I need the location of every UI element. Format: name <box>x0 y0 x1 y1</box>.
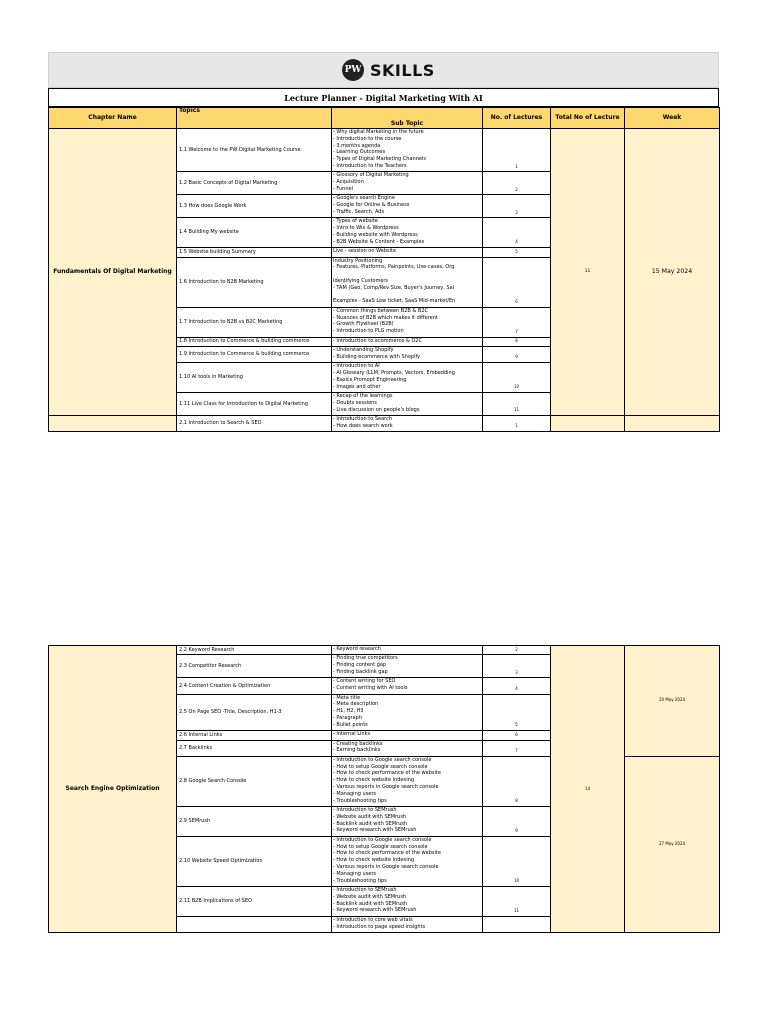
subtopic-line: - AI Glossary (LLM, Prompts, Vectors, Embedding <box>333 369 455 376</box>
subtopic-line: - Content writing for SEO <box>333 678 396 685</box>
subtopic-line: - How to check website indexing <box>333 857 415 864</box>
header-row <box>49 108 720 129</box>
lecture-number: 11 <box>483 392 551 415</box>
subtopic-line: - Why digital Marketing in the future <box>333 129 424 135</box>
week-date: 27 May 2024 <box>625 756 720 932</box>
header-total: Total No of Lecture <box>551 108 625 129</box>
subtopic-line: - Troubleshooting tips <box>333 797 387 804</box>
table-row <box>49 129 720 172</box>
topic-cell: 2.2 Keyword Research <box>177 646 332 655</box>
subtopic-line: Industry Positioning <box>333 257 383 264</box>
subtopic-line: - Content writing with AI tools <box>333 685 408 692</box>
subtopic-line: - Types of Digital Marketing Channels <box>333 156 426 163</box>
planner-table-continued <box>48 645 720 933</box>
lecture-number: 2 <box>483 646 551 655</box>
header-topics: Topics <box>177 108 332 129</box>
subtopic-line: - Meta description <box>333 701 379 708</box>
subtopic-cell <box>332 646 483 655</box>
subtopic-cell <box>332 346 483 362</box>
logo <box>342 59 435 81</box>
lecture-number: 5 <box>483 694 551 731</box>
subtopic-line: - How to setup Google search console <box>333 843 428 850</box>
subtopic-line: - Keyword research with SEMrush <box>333 907 417 914</box>
subtopic-line: - Introduction to SEMrush <box>333 806 397 813</box>
lecture-number: 3 <box>483 195 551 218</box>
topic-cell: 1.3 How does Google Work <box>177 195 332 218</box>
subtopic-line: - Building ecommerce with Shopify <box>333 353 421 360</box>
lecture-number: 4 <box>483 678 551 694</box>
lecture-number: 4 <box>483 218 551 248</box>
lecture-number: 6 <box>483 257 551 307</box>
week-cell <box>625 415 720 431</box>
subtopic-cell <box>332 248 483 257</box>
subtopic-line: - Introduction to the Teachers <box>333 162 407 169</box>
sheet-section-1 <box>48 107 719 432</box>
subtopic-cell <box>332 337 483 346</box>
topic-cell: 2.1 Introduction to Search & SEO <box>177 415 332 431</box>
subtopic-line: - Internal Links <box>333 731 371 738</box>
sheet-section-2 <box>48 645 719 933</box>
topic-cell: 1.6 Introduction to B2B Marketing <box>177 257 332 307</box>
lecture-number: 6 <box>483 731 551 740</box>
subtopic-cell <box>332 307 483 337</box>
subtopic-line: - How to check website indexing <box>333 777 415 784</box>
subtopic-line: - Introduction to AI <box>333 363 380 370</box>
header-week: Week <box>625 108 720 129</box>
subtopic-line: - Learning Outcomes <box>333 149 386 156</box>
subtopic-line: Identifying Customers <box>333 277 389 284</box>
total-lectures: 11 <box>551 129 625 416</box>
topic-cell: 1.11 Live Class for Introduction to Digital Marketing <box>177 392 332 415</box>
subtopic-line: - Keyword research with SEMrush <box>333 827 417 834</box>
lecture-number: 9 <box>483 346 551 362</box>
subtopic-line: - Features, Platforms, Painpoints, Use-cases, Org <box>333 264 455 271</box>
total-cell <box>551 415 625 431</box>
week-date: 20 May 2024 <box>625 646 720 757</box>
chapter-name: Search Engine Optimization <box>49 646 177 933</box>
subtopic-line: - Introduction to ecommerce & D2C <box>333 337 422 344</box>
subtopic-line: - Understanding Shopify <box>333 346 394 353</box>
week-date: 15 May 2024 <box>625 129 720 416</box>
subtopic-line: - Introduction to Google search console <box>333 756 432 763</box>
subtopic-cell <box>332 415 483 431</box>
subtopic-line: - Paragraph <box>333 714 363 721</box>
header-chapter: Chapter Name <box>49 108 177 129</box>
subtopic-line: - Types of website <box>333 218 378 225</box>
subtopic-line: - Basics Promopt Engineering <box>333 376 407 383</box>
lecture-number: 7 <box>483 307 551 337</box>
lecture-number: 7 <box>483 740 551 756</box>
subtopic-cell <box>332 806 483 836</box>
pw-logo-icon: PW <box>342 59 364 81</box>
subtopic-line: - TAM (Geo, Comp/Rev Size, Buyer's Journey, Sal <box>333 284 455 291</box>
subtopic-line <box>333 292 481 299</box>
subtopic-line: - Google's search Engine <box>333 195 395 202</box>
logo-text: SKILLS <box>370 60 435 80</box>
subtopic-line: - Backlink audit with SEMrush <box>333 900 408 907</box>
header-subtopic: Sub Topic <box>332 108 483 129</box>
topic-cell: 2.6 Internal Links <box>177 731 332 740</box>
subtopic-line: - Introduction to Google search console <box>333 836 432 843</box>
table-row <box>49 415 720 431</box>
chapter-cell <box>49 415 177 431</box>
subtopic-line: - Building website with Wordpress <box>333 231 418 238</box>
subtopic-line: - Introduction to page speed insights <box>333 923 426 930</box>
table-row <box>49 646 720 655</box>
subtopic-line: - Bullet points <box>333 721 368 728</box>
subtopic-line: - How to check performance of the website <box>333 850 441 857</box>
subtopic-line: Live - session on Website <box>333 248 397 255</box>
subtopic-cell <box>332 218 483 248</box>
subtopic-line: - Introduction to PLG motion <box>333 328 404 335</box>
subtopic-line: - Traffic, Search, Ads <box>333 208 385 215</box>
subtopic-line: - Creating backlinks <box>333 740 383 747</box>
subtopic-line: - Meta title <box>333 694 361 701</box>
sheet-title: Lecture Planner - Digital Marketing With AI <box>48 88 719 107</box>
lecture-number: 3 <box>483 655 551 678</box>
subtopic-line: - Managing users <box>333 870 377 877</box>
subtopic-line: - Introduction to core web vitals <box>333 916 413 923</box>
subtopic-line: - Earning backlinks <box>333 747 381 754</box>
subtopic-line: - Finding content gap <box>333 662 387 669</box>
lecture-number: 1 <box>483 129 551 172</box>
topic-cell: 1.2 Basic Concepts of Digital Marketing <box>177 172 332 195</box>
subtopic-line: - Various reports in Google search console <box>333 783 439 790</box>
subtopic-line: - Website audit with SEMrush <box>333 893 407 900</box>
subtopic-line: - Common things between B2B & B2C <box>333 307 428 314</box>
topic-cell: 2.8 Google Search Console <box>177 756 332 806</box>
subtopic-line: - Introduction to Search <box>333 415 393 422</box>
subtopic-cell <box>332 731 483 740</box>
subtopic-line: - Introduction to SEMrush <box>333 886 397 893</box>
topic-cell: 2.9 SEMrush <box>177 806 332 836</box>
planner-table <box>48 107 720 432</box>
lecture-number: 10 <box>483 363 551 393</box>
subtopic-cell <box>332 886 483 916</box>
topic-cell: 2.11 B2B Implications of SEO <box>177 886 332 916</box>
subtopic-line: - Funnel <box>333 185 353 192</box>
topic-cell: 1.5 Website building Summary <box>177 248 332 257</box>
subtopic-cell <box>332 694 483 731</box>
lecture-number: 8 <box>483 756 551 806</box>
subtopic-line: - Troubleshooting tips <box>333 877 387 884</box>
lecture-number: 8 <box>483 337 551 346</box>
subtopic-line: - Website audit with SEMrush <box>333 813 407 820</box>
subtopic-cell <box>332 756 483 806</box>
topic-cell: 2.7 Backlinks <box>177 740 332 756</box>
subtopic-line: - Google for Online & Business <box>333 202 410 209</box>
topic-cell: 1.9 Introduction to Commerce & building commerce <box>177 346 332 362</box>
subtopic-line: - Live discussion on people's blogs <box>333 406 420 413</box>
topic-cell <box>177 916 332 932</box>
subtopic-line <box>333 271 481 278</box>
subtopic-line: - Doubts sessions <box>333 399 377 406</box>
subtopic-cell <box>332 740 483 756</box>
lecture-number <box>483 916 551 932</box>
subtopic-cell <box>332 363 483 393</box>
logo-bar <box>48 52 719 88</box>
subtopic-cell <box>332 172 483 195</box>
subtopic-cell <box>332 678 483 694</box>
subtopic-cell <box>332 392 483 415</box>
chapter-name: Fundamentals Of Digital Marketing <box>49 129 177 416</box>
subtopic-line: - Intro to Wix & Wordpress <box>333 225 399 232</box>
topic-cell: 1.7 Introduction to B2B vs B2C Marketing <box>177 307 332 337</box>
subtopic-line: - Keyword research <box>333 646 381 652</box>
subtopic-cell <box>332 129 483 172</box>
subtopic-line: - 3 months agenda <box>333 142 381 149</box>
subtopic-line: - How to check performance of the website <box>333 770 441 777</box>
topic-cell: 2.5 On Page SEO -Title, Description, H1-3 <box>177 694 332 731</box>
topic-cell: 2.4 Content Creation & Optimization <box>177 678 332 694</box>
lecture-number: 11 <box>483 886 551 916</box>
subtopic-cell <box>332 916 483 932</box>
subtopic-line: - B2B Website & Content - Examples <box>333 238 425 245</box>
subtopic-line: - Various reports in Google search console <box>333 863 439 870</box>
topic-cell: 2.3 Competitor Research <box>177 655 332 678</box>
subtopic-cell <box>332 195 483 218</box>
topic-cell: 1.4 Building My website <box>177 218 332 248</box>
lecture-number: 5 <box>483 248 551 257</box>
subtopic-line: - Growth Flywheel (B2B) <box>333 321 394 328</box>
subtopic-line: - How to setup Google search console <box>333 763 428 770</box>
subtopic-cell <box>332 655 483 678</box>
topic-cell: 1.8 Introduction to Commerce & building commerce <box>177 337 332 346</box>
topic-cell: 2.10 Website Speed Optimization <box>177 836 332 886</box>
subtopic-line: - Managing users <box>333 790 377 797</box>
subtopic-cell <box>332 836 483 886</box>
subtopic-line: - Glossory of Digital Marketing <box>333 172 409 179</box>
subtopic-line: Examples - SaaS Low ticket, SaaS Mid-market/En <box>333 298 456 305</box>
subtopic-line: - H1, H2, H3 <box>333 708 364 715</box>
topic-cell: 1.10 AI tools in Marketing <box>177 363 332 393</box>
lecture-number: 1 <box>483 415 551 431</box>
subtopic-line: - Finding backlink gap <box>333 668 388 675</box>
subtopic-line: - Acquisition <box>333 179 364 186</box>
subtopic-line: - Finding true competitors <box>333 655 398 662</box>
subtopic-line: - Images and other <box>333 383 381 390</box>
subtopic-cell <box>332 257 483 307</box>
lecture-number: 2 <box>483 172 551 195</box>
header-lectures: No. of Lectures <box>483 108 551 129</box>
subtopic-line: - Introduction to the course <box>333 135 402 142</box>
total-lectures: 14 <box>551 646 625 933</box>
lecture-number: 10 <box>483 836 551 886</box>
topic-cell: 1.1 Welcome to the PW Digital Marketing Course <box>177 129 332 172</box>
subtopic-line: - Nuances of B2B which makes it different <box>333 314 438 321</box>
subtopic-line: - Backlink audit with SEMrush <box>333 820 408 827</box>
subtopic-line: - How does search work <box>333 422 393 429</box>
lecture-number: 9 <box>483 806 551 836</box>
subtopic-line: - Recap of the learnings <box>333 392 393 399</box>
